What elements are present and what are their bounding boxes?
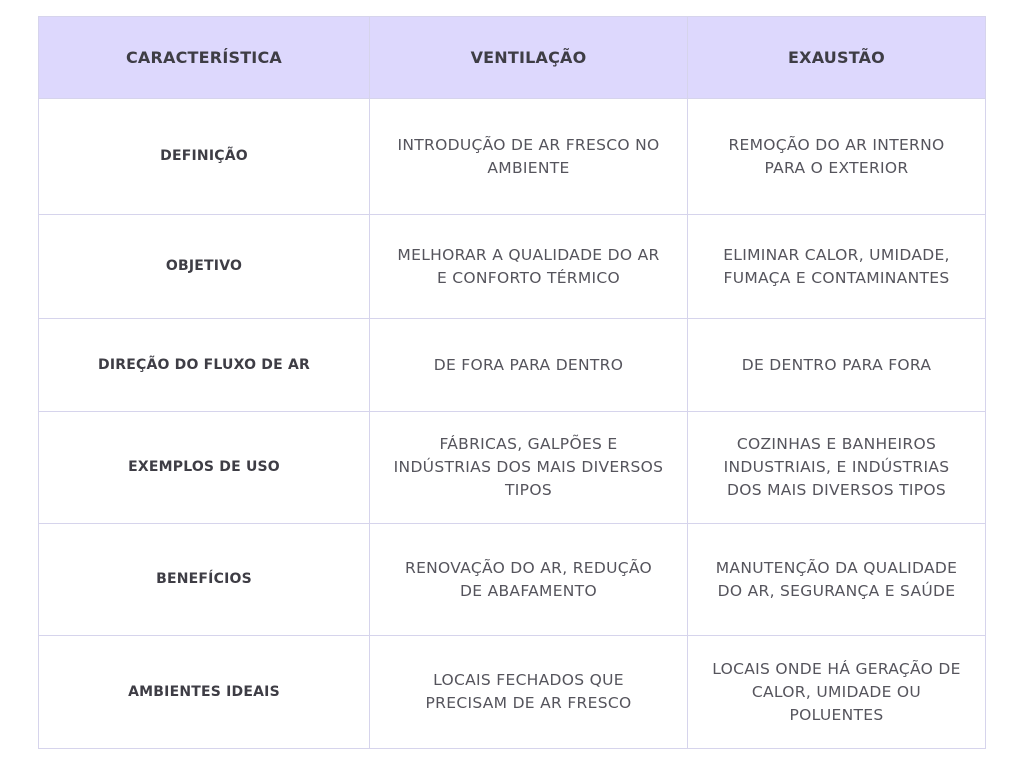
row-characteristic: DIREÇÃO DO FLUXO DE AR <box>39 319 370 412</box>
exaustao-cell: MANUTENÇÃO DA QUALIDADE DO AR, SEGURANÇA E SAÚDE <box>688 524 986 636</box>
table-row <box>39 412 986 524</box>
exaustao-cell: REMOÇÃO DO AR INTERNO PARA O EXTERIOR <box>688 99 986 215</box>
exaustao-cell: ELIMINAR CALOR, UMIDADE, FUMAÇA E CONTAMINANTES <box>688 215 986 319</box>
exaustao-cell: LOCAIS ONDE HÁ GERAÇÃO DE CALOR, UMIDADE OU POLUENTES <box>688 636 986 749</box>
ventilacao-cell: RENOVAÇÃO DO AR, REDUÇÃO DE ABAFAMENTO <box>370 524 688 636</box>
ventilacao-cell: MELHORAR A QUALIDADE DO AR E CONFORTO TÉRMICO <box>370 215 688 319</box>
ventilacao-cell: LOCAIS FECHADOS QUE PRECISAM DE AR FRESCO <box>370 636 688 749</box>
table-row <box>39 524 986 636</box>
table-row <box>39 99 986 215</box>
table-header <box>39 17 986 99</box>
table-row <box>39 215 986 319</box>
table-row <box>39 319 986 412</box>
ventilacao-cell: INTRODUÇÃO DE AR FRESCO NO AMBIENTE <box>370 99 688 215</box>
header-row <box>39 17 986 99</box>
ventilacao-cell: FÁBRICAS, GALPÕES E INDÚSTRIAS DOS MAIS DIVERSOS TIPOS <box>370 412 688 524</box>
ventilacao-cell: DE FORA PARA DENTRO <box>370 319 688 412</box>
row-characteristic: EXEMPLOS DE USO <box>39 412 370 524</box>
header-ventilacao: VENTILAÇÃO <box>370 17 688 99</box>
exaustao-cell: DE DENTRO PARA FORA <box>688 319 986 412</box>
header-caracteristica: CARACTERÍSTICA <box>39 17 370 99</box>
table-body <box>39 99 986 749</box>
row-characteristic: OBJETIVO <box>39 215 370 319</box>
exaustao-cell: COZINHAS E BANHEIROS INDUSTRIAIS, E INDÚSTRIAS DOS MAIS DIVERSOS TIPOS <box>688 412 986 524</box>
row-characteristic: DEFINIÇÃO <box>39 99 370 215</box>
table-row <box>39 636 986 749</box>
row-characteristic: AMBIENTES IDEAIS <box>39 636 370 749</box>
row-characteristic: BENEFÍCIOS <box>39 524 370 636</box>
comparison-table <box>38 16 986 749</box>
header-exaustao: EXAUSTÃO <box>688 17 986 99</box>
